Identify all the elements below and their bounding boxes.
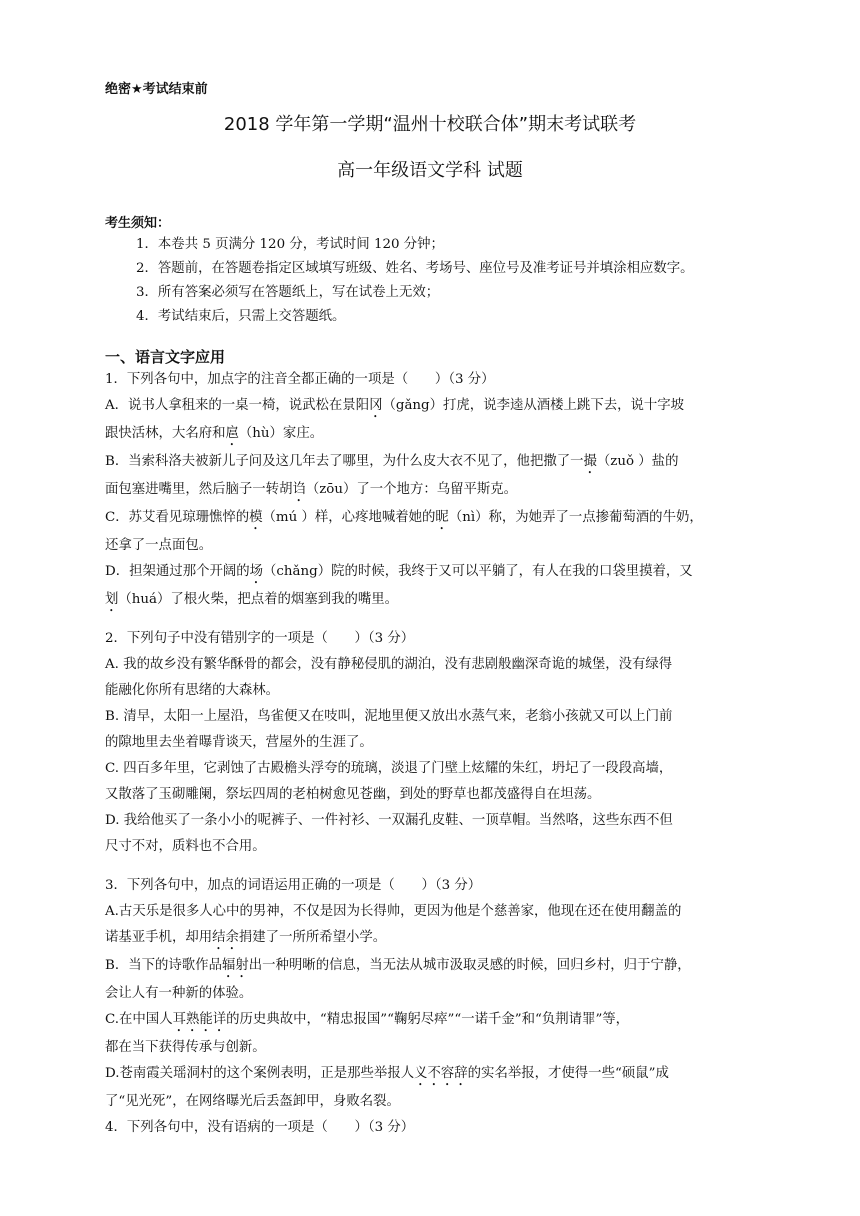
option-c — [105, 1007, 755, 1035]
dotted-word: 结余 — [212, 930, 239, 945]
option-a-cont: 能融化你所有思绪的大森林。 — [105, 683, 280, 698]
option-b-cont — [105, 477, 755, 505]
option-text: 的历史典故中，“精忠报国”“鞠躬尽瘁”“一诺千金”和“负荆请罪”等， — [226, 1012, 630, 1027]
option-c-cont: 还拿了一点面包。 — [105, 538, 213, 553]
option-text: D．担架通过那个开阔的 — [105, 564, 250, 579]
question-stem: 2．下列句子中没有错别字的一项是（ ）（3 分） — [105, 631, 415, 646]
option-b: B. 清早，太阳一上屋沿，鸟雀便又在吱叫，泥地里便又放出水蒸气来，老翁小孩就又可以上门前 — [105, 709, 673, 724]
option-text: （hù）家庄。 — [238, 426, 324, 441]
option-text: （huá）了根火柴，把点着的烟塞到我的嘴里。 — [118, 592, 399, 607]
option-text: A．说书人拿租来的一桌一椅，说武松在景阳 — [105, 398, 370, 413]
option-text: C.在中国人 — [105, 1012, 173, 1027]
dotted-char: 扈 — [225, 426, 239, 441]
option-text: 面包塞进嘴里，然后脑子一转胡 — [105, 482, 293, 497]
dotted-char: 场 — [249, 564, 264, 579]
question-4-stem: 4．下列各句中，没有语病的一项是（ ）（3 分） — [105, 1120, 415, 1135]
option-text: （zuǒ ）盐的 — [596, 454, 679, 469]
option-a-cont — [105, 421, 755, 449]
option-a: A.古天乐是很多人心中的男神，不仅是因为长得帅，更因为他是个慈善家，他现在还在使用翻盖的 — [105, 904, 682, 919]
option-c: C. 四百多年里，它剥蚀了古殿檐头浮夸的琉璃，淡退了门壁上炫耀的朱红，坍圮了一段段高墙， — [105, 761, 673, 776]
option-text: 诺基亚手机，却用 — [105, 930, 213, 945]
section-heading: 一、语言文字应用 — [105, 348, 226, 366]
option-c — [105, 505, 755, 533]
dotted-word: 辐射 — [221, 958, 249, 973]
option-text: 捐建了一所所希望小学。 — [238, 930, 387, 945]
option-a: A. 我的故乡没有繁华酥骨的都会，没有静秘侵肌的湖泊，没有悲剧般幽深奇诡的城堡，没有绿得 — [105, 657, 673, 672]
option-c-cont: 都在当下获得传承与创新。 — [105, 1040, 266, 1055]
dotted-char: 诌 — [292, 482, 306, 497]
question-stem: 1．下列各句中，加点字的注音全都正确的一项是（ ）（3 分） — [105, 372, 495, 387]
option-d — [105, 1061, 755, 1089]
option-b — [105, 449, 755, 477]
exam-title: 2018 学年第一学期“温州十校联合体”期末考试联考 — [223, 114, 637, 135]
option-d-cont — [105, 587, 755, 615]
exam-subtitle: 高一年级语文学科 试题 — [337, 160, 523, 181]
dotted-char: 撮 — [583, 454, 597, 469]
dotted-word: 义不容辞 — [414, 1066, 468, 1081]
option-text: D.苍南霞关瑶洞村的这个案例表明，正是那些举报人 — [105, 1066, 415, 1081]
option-c-cont: 又散落了玉砌雕阑，祭坛四周的老柏树愈见苍幽，到处的野草也都茂盛得自在坦荡。 — [105, 787, 601, 802]
notice-item: 2．答题前，在答题卷指定区域填写班级、姓名、考场号、座位号及准考证号并填涂相应数字。 — [136, 261, 694, 276]
option-b-cont: 的隙地里去坐着曝背谈天，营屋外的生涯了。 — [105, 735, 373, 750]
option-text: （mú ）样，心疼地喊着她的 — [262, 510, 436, 525]
option-d-cont: 尺寸不对，质料也不合用。 — [105, 839, 266, 854]
option-text: C．苏艾看见琼珊憔悴的 — [105, 510, 250, 525]
option-text: （nì）称，为她弄了一点掺葡萄酒的牛奶， — [448, 510, 703, 525]
option-text: 出一种明晰的信息，当无法从城市汲取灵感的时候，回归乡村，归于宁静， — [248, 958, 691, 973]
question-2 — [105, 626, 755, 860]
notice-item: 1．本卷共 5 页满分 120 分，考试时间 120 分钟； — [136, 237, 444, 252]
option-text: B．当索科洛夫被新儿子问及这几年去了哪里，为什么皮大衣不见了，他把撒了一 — [105, 454, 584, 469]
option-text: 的实名举报，才使得一些“硕鼠”成 — [467, 1066, 669, 1081]
option-d — [105, 559, 755, 587]
dotted-char: 模 — [249, 510, 263, 525]
dotted-char: 划 — [105, 592, 119, 607]
notice-heading: 考生须知： — [105, 216, 171, 231]
option-d: D. 我给他买了一条小小的呢裤子、一件衬衫、一双漏孔皮鞋、一顶草帽。当然咯，这些东西不但 — [105, 813, 673, 828]
dotted-word: 耳熟能详 — [172, 1012, 227, 1027]
option-b — [105, 953, 755, 981]
notice-item: 4．考试结束后，只需上交答题纸。 — [136, 309, 346, 324]
dotted-char: 冈 — [369, 398, 383, 413]
notice-list — [136, 233, 694, 329]
option-a-cont — [105, 925, 755, 953]
option-text: （zōu）了一个地方：乌留平斯克。 — [305, 482, 518, 497]
question-3 — [105, 873, 755, 1141]
notice-item: 3．所有答案必须写在答题纸上，写在试卷上无效； — [136, 285, 440, 300]
option-d-cont: 了“见光死”，在网络曝光后丢盔卸甲，身败名裂。 — [105, 1094, 400, 1109]
option-text: 跟快活林，大名府和 — [105, 426, 226, 441]
option-text: （chǎng）院的时候，我终于又可以平躺了，有人在我的口袋里摸着，又 — [263, 564, 693, 579]
option-a — [105, 393, 755, 421]
option-b-cont: 会让人有一种新的体验。 — [105, 986, 253, 1001]
option-text: （gǎng）打虎，说李逵从酒楼上跳下去，说十字坡 — [382, 398, 685, 413]
option-text: B．当下的诗歌作品 — [105, 958, 222, 973]
question-1 — [105, 367, 755, 615]
confidential-label: 绝密★考试结束前 — [105, 82, 208, 97]
dotted-char: 昵 — [435, 510, 449, 525]
question-stem: 3．下列各句中，加点的词语运用正确的一项是（ ）（3 分） — [105, 878, 482, 893]
